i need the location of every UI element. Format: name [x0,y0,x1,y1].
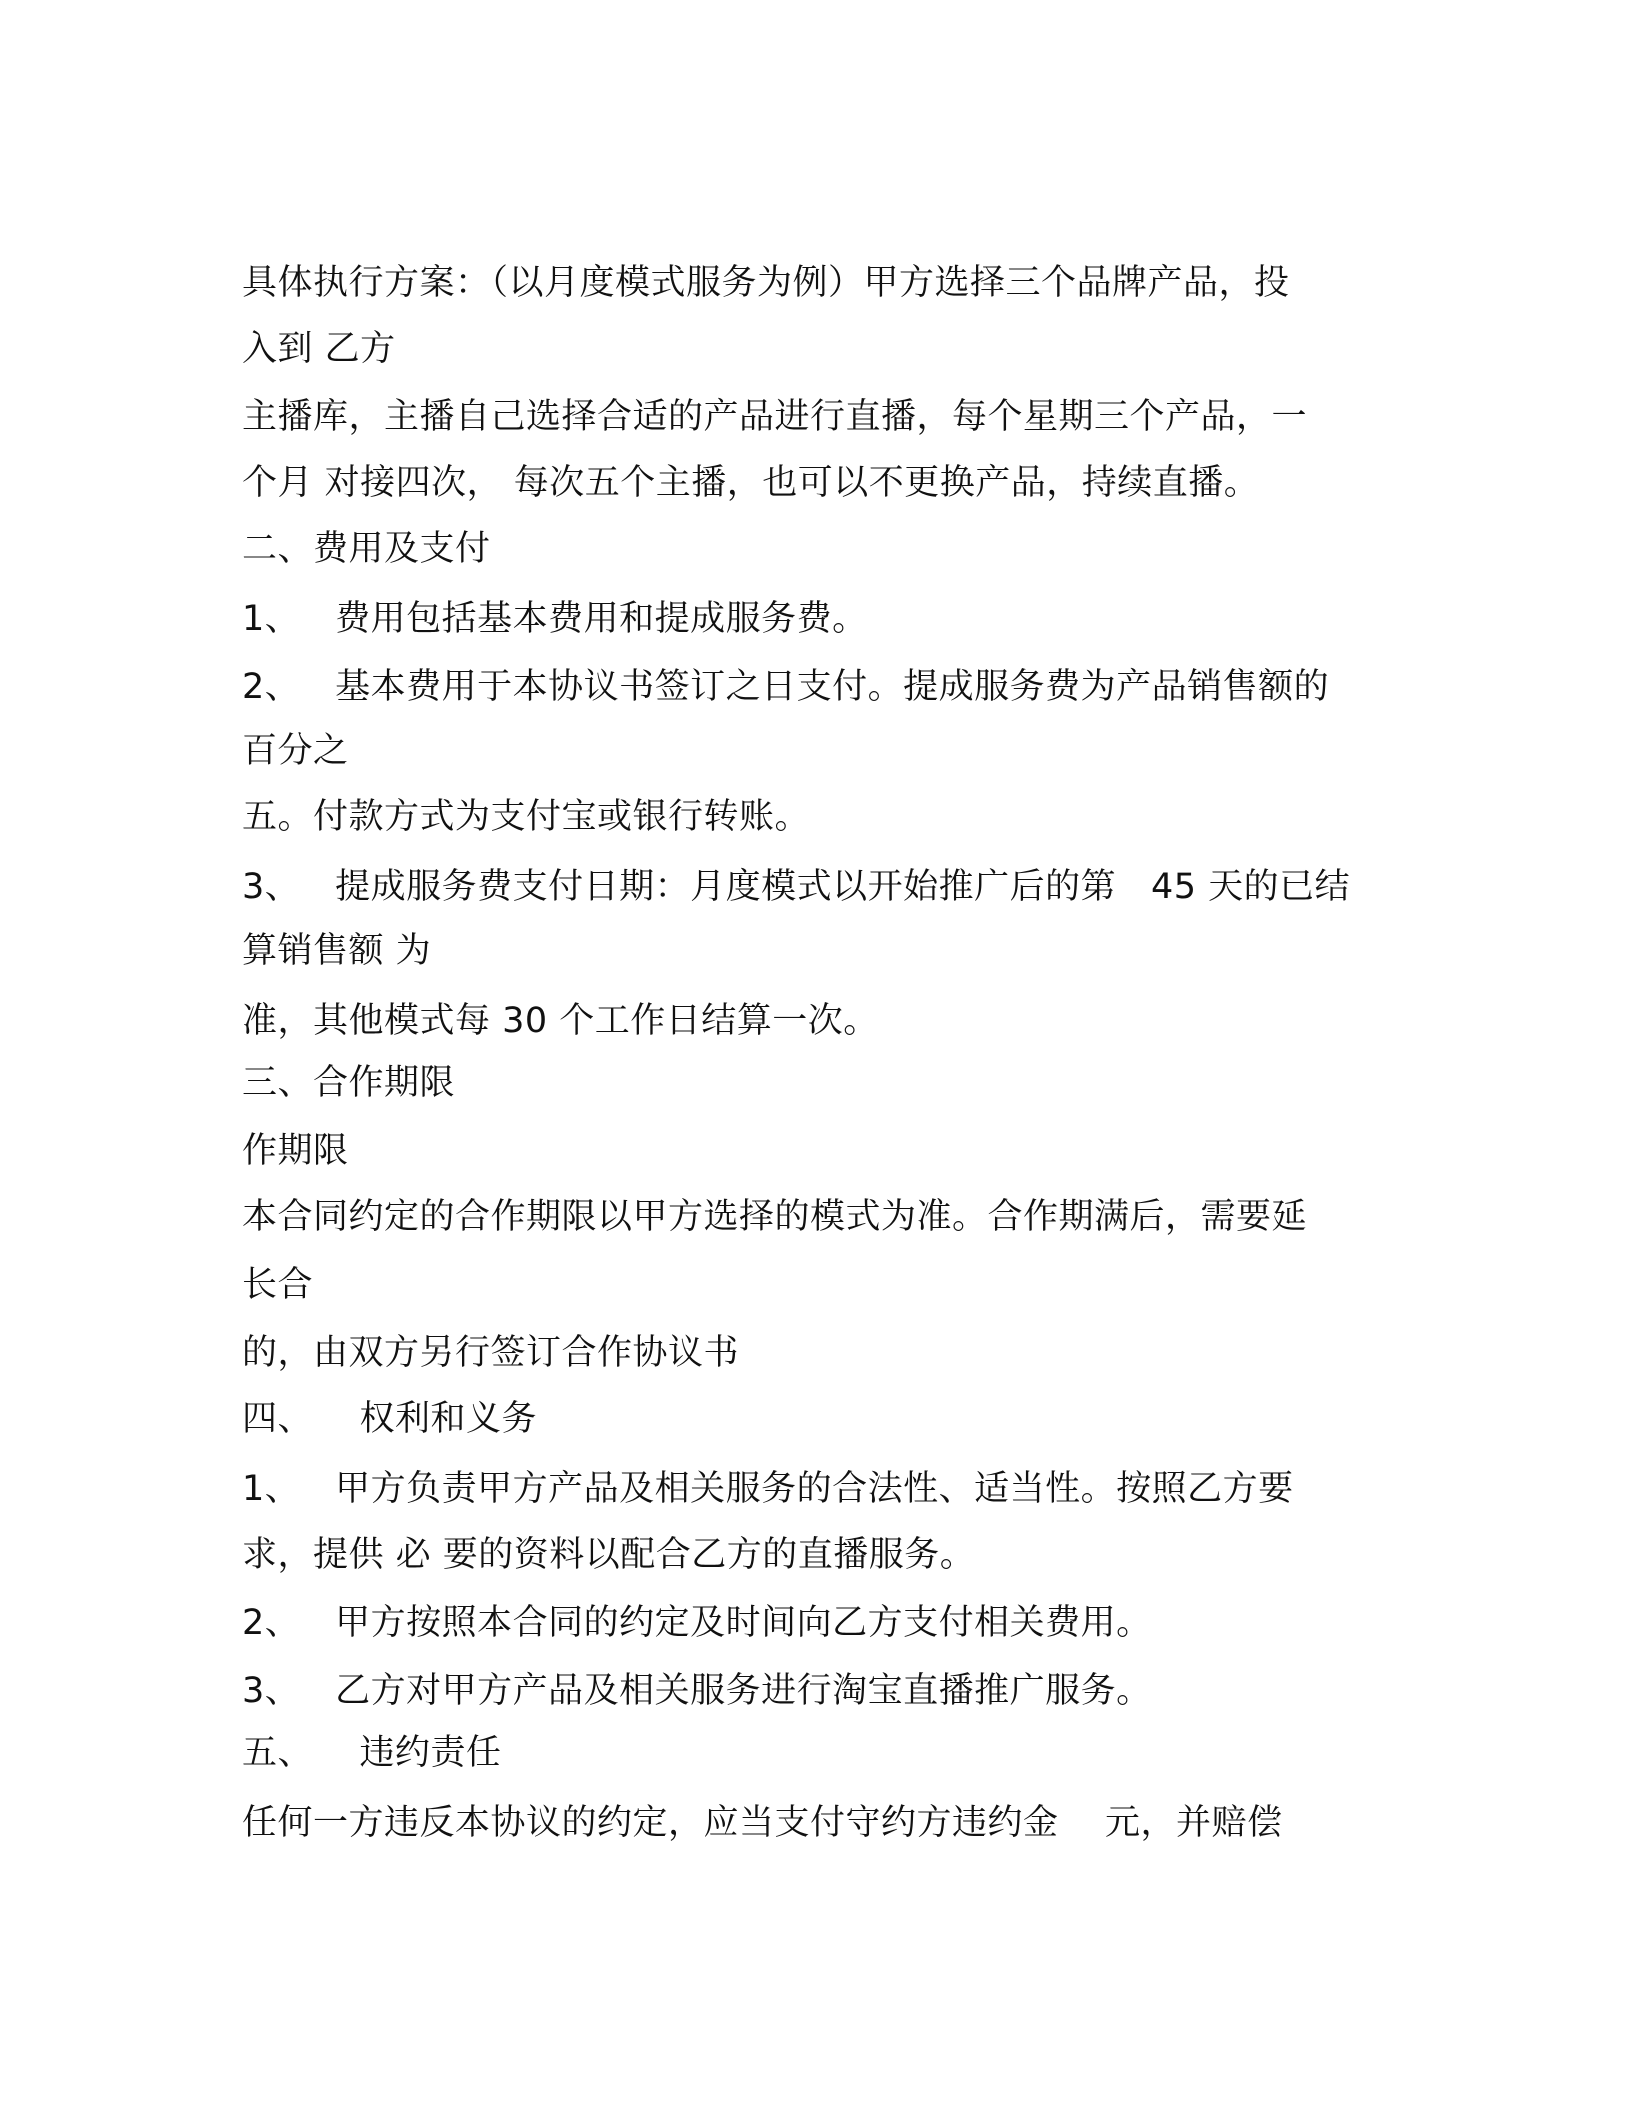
text-line: 主播库，主播自己选择合适的产品进行直播，每个星期三个产品，一 [242,397,1308,437]
section-heading: 三、合作期限 [242,1063,456,1103]
section-heading: 二、费用及支付 [242,529,491,569]
text-line: 具体执行方案：（以月度模式服务为例）甲方选择三个品牌产品，投 [242,263,1290,303]
text-line: 百分之 [242,731,349,771]
section-heading: 四、 权利和义务 [242,1399,538,1439]
text-line: 任何一方违反本协议的约定，应当支付守约方违约金 元，并赔偿 [242,1803,1283,1843]
text-line: 的，由双方另行签订合作协议书 [242,1333,740,1373]
text-line: 入到 乙方 [242,329,396,369]
text-line: 准，其他模式每 30 个工作日结算一次。 [242,1001,879,1041]
list-item: 3、 提成服务费支付日期：月度模式以开始推广后的第 45 天的已结 [242,867,1351,907]
text-line: 个月 对接四次， 每次五个主播，也可以不更换产品，持续直播。 [242,463,1260,503]
list-item: 2、 基本费用于本协议书签订之日支付。提成服务费为产品销售额的 [242,667,1330,707]
text-line: 算销售额 为 [242,931,432,971]
list-item: 2、 甲方按照本合同的约定及时间向乙方支付相关费用。 [242,1603,1152,1643]
text-line: 作期限 [242,1131,349,1171]
list-item: 1、 费用包括基本费用和提成服务费。 [242,599,868,639]
text-line: 求，提供 必 要的资料以配合乙方的直播服务。 [242,1535,976,1575]
list-item: 1、 甲方负责甲方产品及相关服务的合法性、适当性。按照乙方要 [242,1469,1294,1509]
text-line: 长合 [242,1265,314,1305]
text-line: 五。付款方式为支付宝或银行转账。 [242,797,811,837]
section-heading: 五、 违约责任 [242,1733,502,1773]
list-item: 3、 乙方对甲方产品及相关服务进行淘宝直播推广服务。 [242,1671,1152,1711]
text-line: 本合同约定的合作期限以甲方选择的模式为准。合作期满后，需要延 [242,1197,1308,1237]
